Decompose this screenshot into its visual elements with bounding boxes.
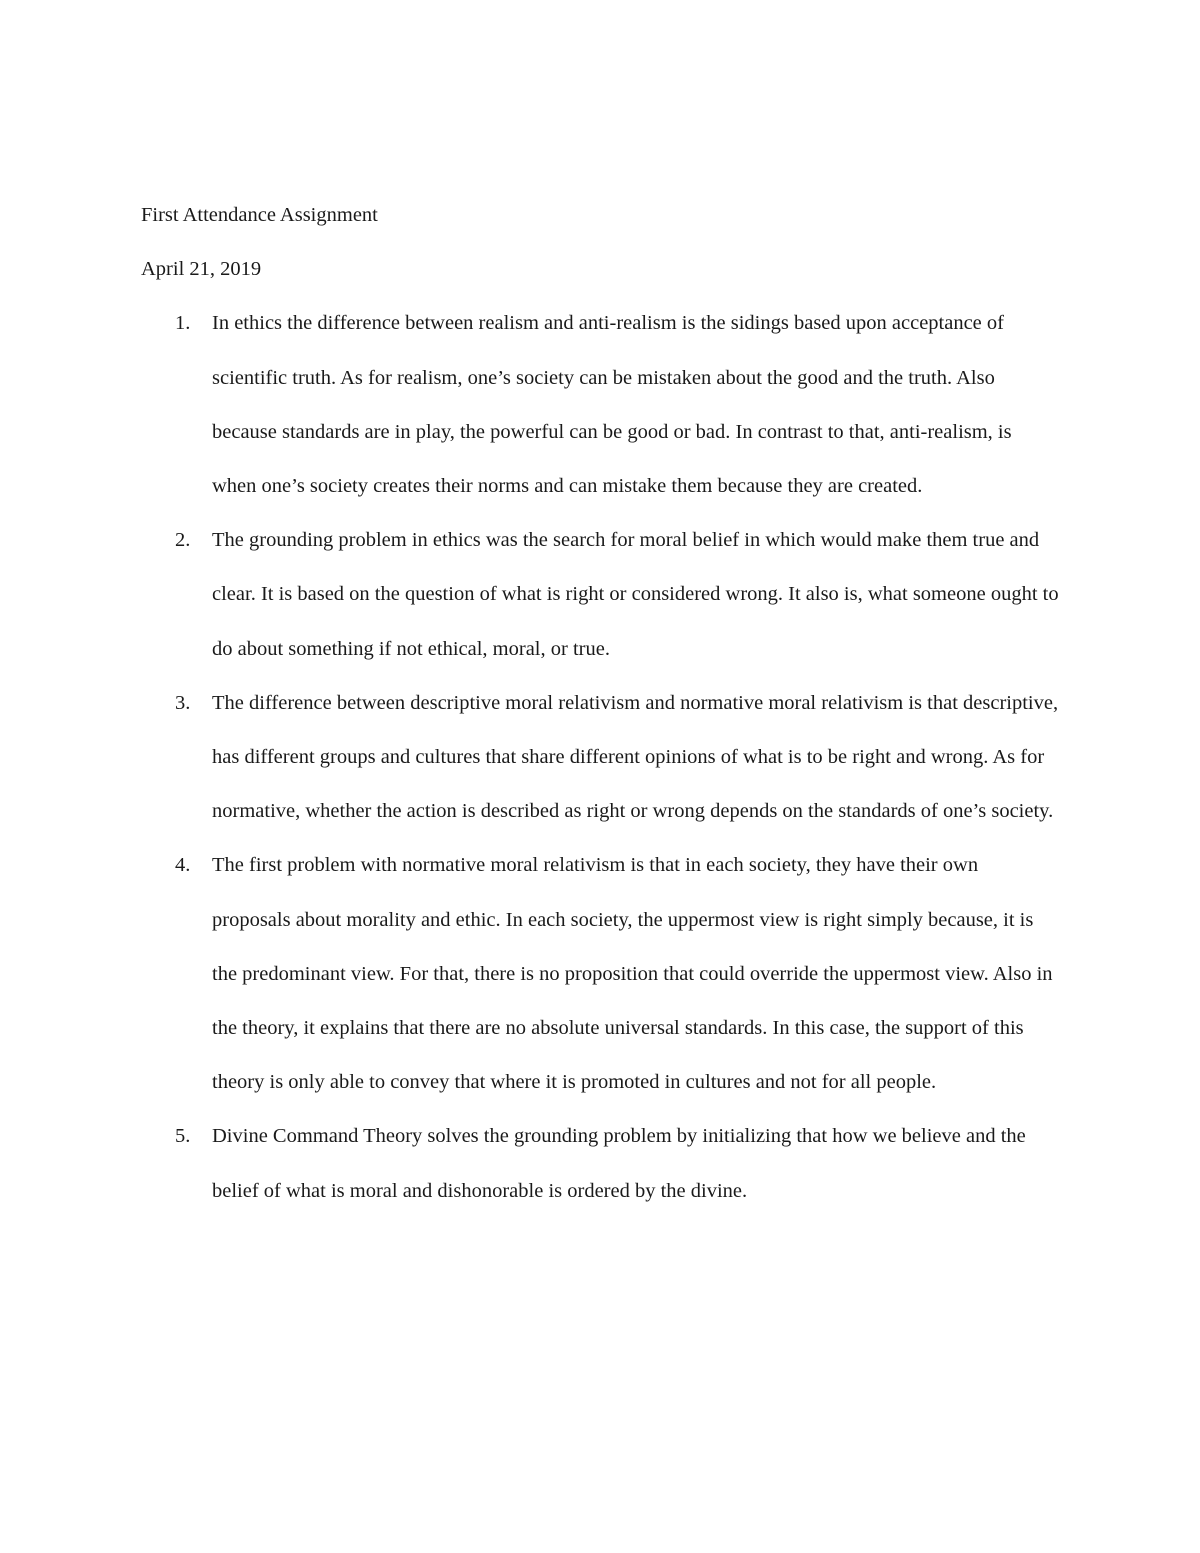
answer-number: 5.	[175, 1125, 191, 1148]
answer-number: 1.	[175, 312, 191, 335]
answer-text: The grounding problem in ethics was the search for moral belief in which would make them true and clear. It is based on the question of what is right or considered wrong. It also is, what someone ought to do about something if not ethical, moral, or true.	[212, 529, 1059, 660]
answer-text: The difference between descriptive moral relativism and normative moral relativism is that descriptive, has different groups and cultures that share different opinions of what is to be right and wrong. As for normative, whether the action is described as right or wrong depends on the standards of one’s society.	[212, 691, 1059, 823]
document-body	[141, 188, 1061, 1218]
answer-number: 4.	[175, 854, 191, 877]
answer-item-3	[141, 676, 1061, 839]
answer-item-2	[141, 513, 1061, 676]
answer-item-4	[141, 838, 1061, 1109]
answer-number: 2.	[175, 529, 191, 552]
document-title: First Attendance Assignment	[141, 204, 378, 226]
answer-text: In ethics the difference between realism and anti-realism is the sidings based upon acceptance of scientific truth. As for realism, one’s society can be mistaken about the good and the truth. Also because standards are in play, the powerful can be good or bad. In contrast to that, anti-realism, is when one’s society creates their norms and can mistake them because they are created.	[212, 312, 1012, 498]
answer-item-1	[141, 296, 1061, 513]
answer-item-5	[141, 1109, 1061, 1217]
answer-list	[141, 296, 1061, 1217]
document-date: April 21, 2019	[141, 258, 262, 281]
answer-text: The first problem with normative moral relativism is that in each society, they have their own proposals about morality and ethic. In each society, the uppermost view is right simply because, it is the predominant view. For that, there is no proposition that could override the uppermost view. Also in the theory, it explains that there are no absolute universal standards. In this case, the support of this theory is only able to convey that where it is promoted in cultures and not for all people.	[212, 854, 1053, 1094]
answer-number: 3.	[175, 691, 191, 714]
answer-text: Divine Command Theory solves the grounding problem by initializing that how we believe and the belief of what is moral and dishonorable is ordered by the divine.	[212, 1125, 1026, 1202]
